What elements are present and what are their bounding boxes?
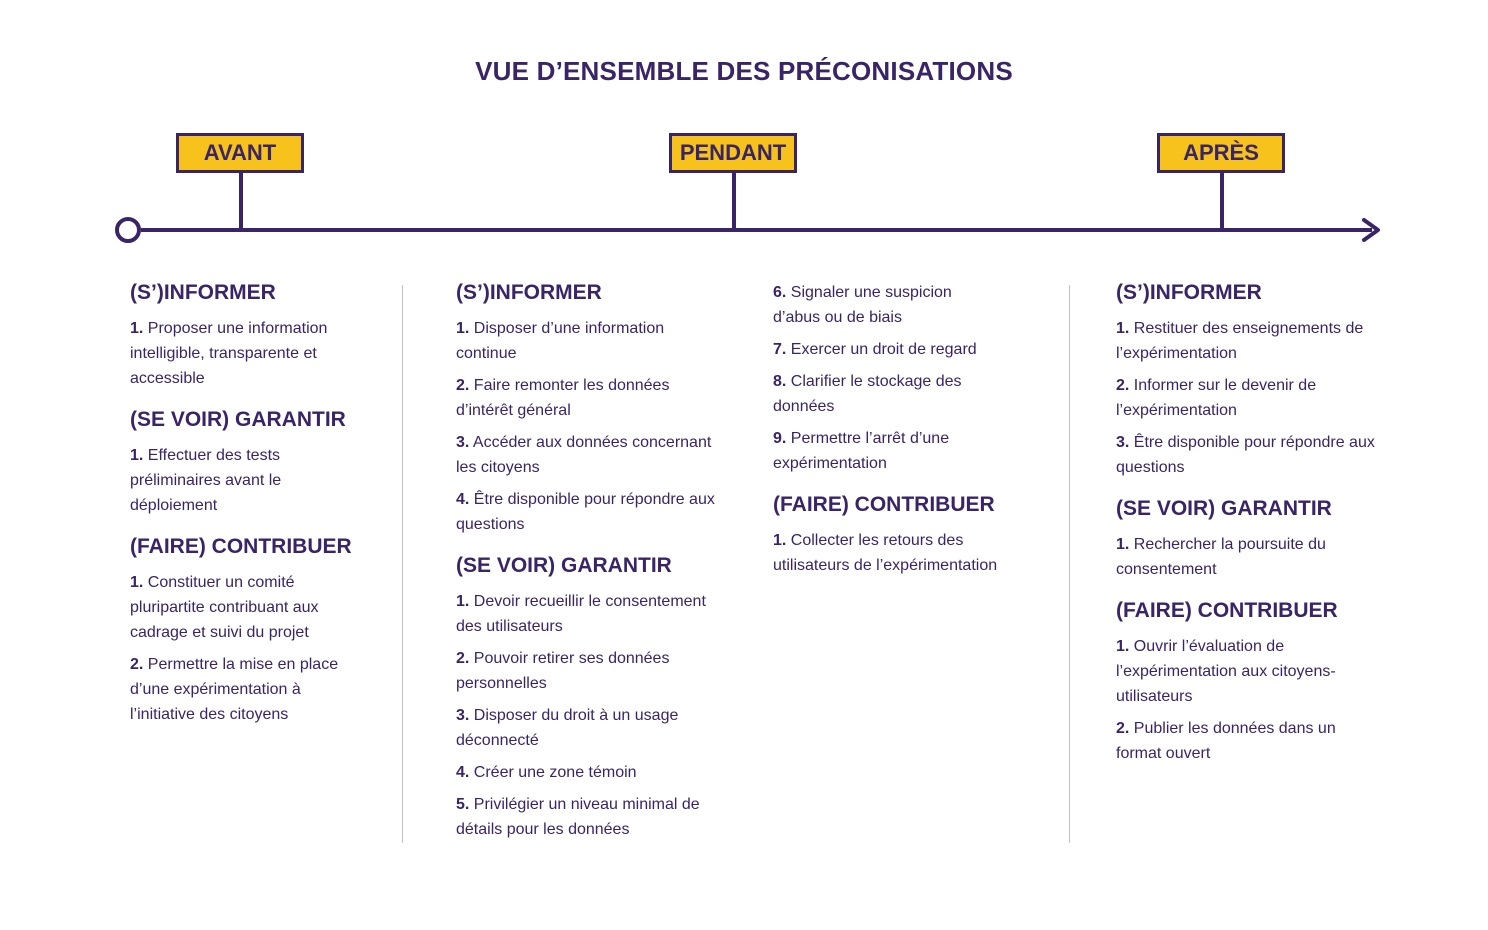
section-heading-garantir: (SE VOIR) GARANTIR [456,554,672,577]
list-item: 4. Être disponible pour répondre aux questions [456,491,715,533]
column-divider [1069,285,1070,843]
list-item: 1. Constituer un comité pluripartite contribuant aux cadrage et suivi du projet [130,574,319,641]
phase-label-apres: APRÈS [1157,133,1285,173]
list-item: 5. Privilégier un niveau minimal de détails pour les données [456,796,700,838]
list-item: 8. Clarifier le stockage des données [773,373,962,415]
list-item: 1. Proposer une information intelligible, transparente et accessible [130,320,328,387]
column-pendant-right [773,280,1003,585]
list-item: 1. Restituer des enseignements de l’expérimentation [1116,320,1364,362]
list-item: 2. Pouvoir retirer ses données personnelles [456,650,670,692]
list-item: 6. Signaler une suspicion d’abus ou de biais [773,284,952,326]
list-item: 4. Créer une zone témoin [456,764,637,781]
list-item: 2. Permettre la mise en place d’une expérimentation à l’initiative des citoyens [130,656,339,723]
list-item: 1. Ouvrir l’évaluation de l’expérimentation aux citoyens-utilisateurs [1116,638,1336,705]
phase-label-avant: AVANT [176,133,304,173]
section-heading-contribuer: (FAIRE) CONTRIBUER [773,493,995,516]
column-divider [402,285,403,843]
section-heading-contribuer: (FAIRE) CONTRIBUER [1116,599,1338,622]
section-heading-informer: (S’)INFORMER [130,281,276,304]
column-apres [1116,280,1378,773]
list-item: 2. Faire remonter les données d’intérêt général [456,377,670,419]
list-item: 3. Accéder aux données concernant les citoyens [456,434,712,476]
page-title: VUE D’ENSEMBLE DES PRÉCONISATIONS [475,56,1013,86]
list-item: 9. Permettre l’arrêt d’une expérimentation [773,430,950,472]
section-heading-contribuer: (FAIRE) CONTRIBUER [130,535,352,558]
list-item: 2. Informer sur le devenir de l’expérimentation [1116,377,1317,419]
list-item: 3. Être disponible pour répondre aux questions [1116,434,1375,476]
timeline-start-circle [117,219,139,241]
list-item: 1. Rechercher la poursuite du consentement [1116,536,1326,578]
phase-label-pendant: PENDANT [669,133,797,173]
section-heading-informer: (S’)INFORMER [456,281,602,304]
column-pendant-left [456,280,718,849]
column-avant [130,280,370,734]
list-item: 1. Devoir recueillir le consentement des utilisateurs [456,593,706,635]
list-item: 3. Disposer du droit à un usage déconnecté [456,707,679,749]
list-item: 1. Collecter les retours des utilisateurs de l’expérimentation [773,532,998,574]
list-item: 7. Exercer un droit de regard [773,341,977,358]
list-item: 1. Disposer d’une information continue [456,320,665,362]
section-heading-informer: (S’)INFORMER [1116,281,1262,304]
list-item: 1. Effectuer des tests préliminaires avant le déploiement [130,447,282,514]
section-heading-garantir: (SE VOIR) GARANTIR [1116,497,1332,520]
section-heading-garantir: (SE VOIR) GARANTIR [130,408,346,431]
list-item: 2. Publier les données dans un format ouvert [1116,720,1336,762]
